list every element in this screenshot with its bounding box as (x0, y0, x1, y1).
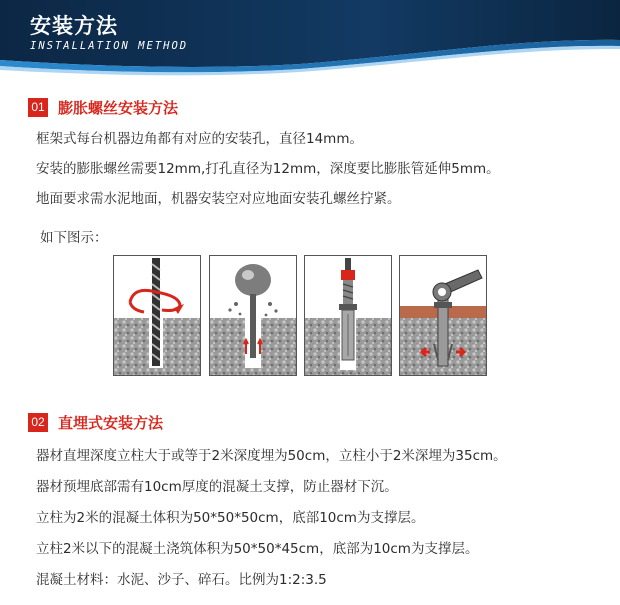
figure-caption: 如下图示： (40, 230, 108, 246)
figure-tighten (399, 255, 487, 376)
section1-line-2: 安装的膨胀螺丝需要12mm,打孔直径为12mm，深度要比膨胀管延伸5mm。 (36, 161, 500, 177)
section2-number: 02 (28, 413, 48, 432)
header-subtitle: INSTALLATION METHOD (30, 40, 189, 52)
section1-title: 膨胀螺丝安装方法 (58, 98, 179, 117)
section2-line-2: 器材预埋底部需有10cm厚度的混凝土支撑，防止器材下沉。 (36, 479, 398, 495)
expansion-bolt-icon (305, 256, 391, 375)
blower-bulb-icon (210, 256, 296, 375)
figure-insert-bolt (304, 255, 392, 376)
section2-line-4: 立柱2米以下的混凝土浇筑体积为50*50*45cm，底部为10cm为支撑层。 (36, 541, 479, 557)
section2-heading (28, 412, 163, 432)
section2-line-3: 立柱为2米的混凝土体积为50*50*50cm，底部10cm为支撑层。 (36, 510, 425, 526)
wrench-tighten-icon (400, 256, 486, 375)
header-banner (0, 0, 620, 78)
figure-drilling (113, 255, 201, 376)
section2-line-5: 混凝土材料：水泥、沙子、碎石。比例为1:2:3.5 (36, 572, 327, 588)
installation-figures (113, 255, 489, 376)
section1-line-3: 地面要求需水泥地面，机器安装空对应地面安装孔螺丝拧紧。 (36, 191, 401, 207)
section1-heading (28, 97, 178, 117)
drill-bit-icon (114, 256, 200, 375)
section2-title: 直埋式安装方法 (58, 413, 164, 432)
header-title: 安装方法 (30, 14, 118, 38)
section1-line-1: 框架式每台机器边角都有对应的安装孔，直径14mm。 (36, 131, 363, 147)
figure-cleaning (209, 255, 297, 376)
section1-number: 01 (28, 98, 48, 117)
section2-line-1: 器材直埋深度立柱大于或等于2米深度埋为50cm，立柱小于2米深埋为35cm。 (36, 448, 507, 464)
